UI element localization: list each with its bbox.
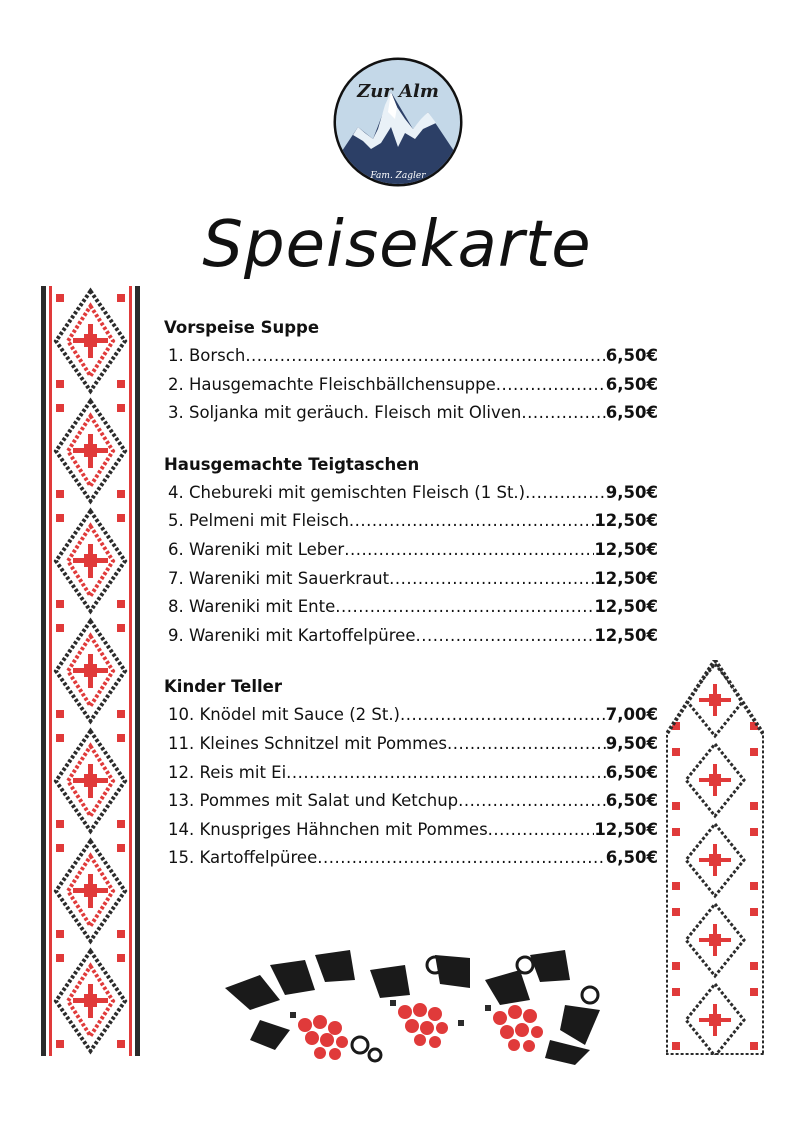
dot-leader xyxy=(400,701,606,730)
section-title: Kinder Teller xyxy=(164,677,282,697)
item-name: 6. Wareniki mit Leber xyxy=(168,539,345,559)
item-name: 7. Wareniki mit Sauerkraut xyxy=(168,568,390,588)
dot-leader xyxy=(521,399,605,428)
item-price: 6,50€ xyxy=(605,848,658,868)
menu-item xyxy=(164,565,658,594)
logo-subtitle: Fam. Zagler xyxy=(370,171,426,181)
item-name: 11. Kleines Schnitzel mit Pommes xyxy=(168,733,447,753)
menu-item xyxy=(164,622,658,651)
dot-leader xyxy=(335,593,594,622)
item-price: 12,50€ xyxy=(594,539,658,559)
item-price: 6,50€ xyxy=(605,791,658,811)
menu-item xyxy=(164,787,658,816)
dot-leader xyxy=(344,536,594,565)
menu-item xyxy=(164,759,658,788)
restaurant-logo xyxy=(333,57,463,187)
item-price: 12,50€ xyxy=(594,511,658,531)
menu-section-vorspeise xyxy=(164,313,658,428)
menu-item xyxy=(164,593,658,622)
dot-leader xyxy=(458,787,606,816)
menu-item xyxy=(164,730,658,759)
item-name: 10. Knödel mit Sauce (2 St.) xyxy=(168,705,400,725)
dot-leader xyxy=(389,565,594,594)
embroidery-garland xyxy=(220,950,620,1068)
item-price: 7,00€ xyxy=(605,705,658,725)
section-title: Vorspeise Suppe xyxy=(164,318,320,337)
item-name: 5. Pelmeni mit Fleisch xyxy=(168,511,349,531)
dot-leader xyxy=(317,844,606,873)
embroidery-border-right xyxy=(666,660,764,1055)
menu-item xyxy=(164,479,658,508)
dot-leader xyxy=(447,730,606,759)
menu-item xyxy=(164,816,658,845)
menu-item xyxy=(164,342,658,371)
item-name: 14. Knuspriges Hähnchen mit Pommes xyxy=(168,819,488,839)
logo-name: Zur Alm xyxy=(357,81,439,102)
dot-leader xyxy=(496,371,606,400)
item-name: 4. Chebureki mit gemischten Fleisch (1 St.) xyxy=(168,482,526,502)
item-name: 1. Borsch xyxy=(168,346,246,365)
dot-leader xyxy=(415,622,594,651)
menu xyxy=(164,313,658,895)
item-name: 9. Wareniki mit Kartoffelpüree xyxy=(168,625,416,645)
menu-item xyxy=(164,371,658,400)
dot-leader xyxy=(286,759,606,788)
menu-section-kinder xyxy=(164,672,658,873)
item-name: 12. Reis mit Ei xyxy=(168,762,287,782)
menu-item xyxy=(164,507,658,536)
item-price: 12,50€ xyxy=(594,597,658,617)
dot-leader xyxy=(245,342,605,371)
item-price: 6,50€ xyxy=(605,374,658,394)
item-price: 12,50€ xyxy=(594,625,658,645)
item-price: 9,50€ xyxy=(605,482,658,502)
item-price: 6,50€ xyxy=(605,762,658,782)
item-name: 3. Soljanka mit geräuch. Fleisch mit Oliven xyxy=(168,403,522,423)
menu-section-teigtaschen xyxy=(164,450,658,651)
dot-leader xyxy=(525,479,606,508)
menu-item xyxy=(164,399,658,428)
page-title: Speisekarte xyxy=(202,208,592,282)
dot-leader xyxy=(488,816,595,845)
item-price: 12,50€ xyxy=(594,819,658,839)
item-price: 6,50€ xyxy=(605,403,658,423)
section-title: Hausgemachte Teigtaschen xyxy=(164,454,420,474)
menu-item xyxy=(164,536,658,565)
menu-item xyxy=(164,844,658,873)
menu-item xyxy=(164,701,658,730)
item-name: 13. Pommes mit Salat und Ketchup xyxy=(168,791,459,811)
embroidery-border-left xyxy=(41,286,140,1056)
item-name: 8. Wareniki mit Ente xyxy=(168,597,336,617)
item-name: 2. Hausgemachte Fleischbällchensuppe xyxy=(168,374,496,394)
item-price: 9,50€ xyxy=(605,733,658,753)
item-price: 6,50€ xyxy=(605,346,658,365)
item-name: 15. Kartoffelpüree xyxy=(168,848,318,868)
dot-leader xyxy=(349,507,594,536)
item-price: 12,50€ xyxy=(594,568,658,588)
